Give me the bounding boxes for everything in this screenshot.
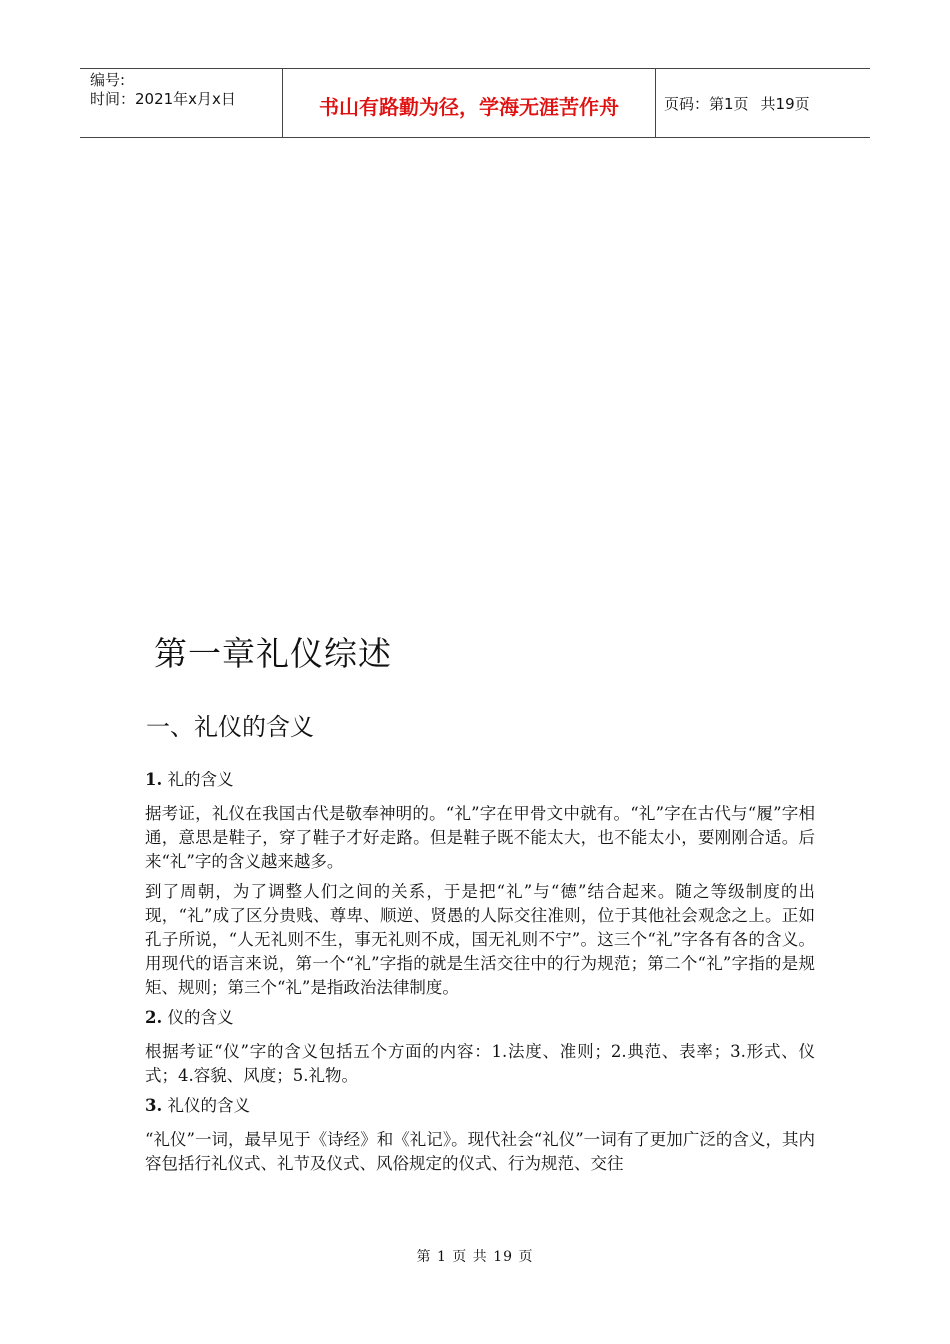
section-heading: 一、礼仪的含义 xyxy=(146,713,314,741)
document-header xyxy=(80,68,870,138)
subsection-title: 礼仪的含义 xyxy=(162,1096,250,1115)
subsection-heading xyxy=(145,1094,815,1118)
header-meta xyxy=(80,69,282,137)
serial-label: 编号: xyxy=(90,71,126,89)
subsection-title: 仪的含义 xyxy=(162,1008,234,1027)
page-footer: 第 1 页 共 19 页 xyxy=(416,1249,534,1265)
paragraph: 到了周朝，为了调整人们之间的关系，于是把“礼”与“德”结合起来。随之等级制度的出现，“礼”成了区分贵贱、尊卑、顺逆、贤愚的人际交往准则，位于其他社会观念之上。正如孔子所说，“人无礼则不生，事无礼则不成，国无礼则不宁”。这三个“礼”字各有各的含义。用现代的语言来说，第一个“礼”字指的就是生活交往中的行为规范；第二个“礼”字指的是规矩、规则；第三个“礼”是指政治法律制度。 xyxy=(145,882,815,997)
chapter-title: 第一章礼仪综述 xyxy=(154,634,392,673)
page-label: 页码：第1页 xyxy=(664,94,749,113)
subsection-heading xyxy=(145,768,815,792)
header-motto: 书山有路勤为径，学海无涯苦作舟 xyxy=(282,69,656,137)
subsection-number: 2. xyxy=(145,1008,163,1027)
header-page-info xyxy=(656,69,870,137)
total-pages-label: 共19页 xyxy=(760,94,810,113)
paragraph: 据考证，礼仪在我国古代是敬奉神明的。“礼”字在甲骨文中就有。“礼”字在古代与“履”字相通，意思是鞋子，穿了鞋子才好走路。但是鞋子既不能太大，也不能太小，要刚刚合适。后来“礼”字的含义越来越多。 xyxy=(145,804,815,871)
subsection-liyi xyxy=(145,1094,815,1176)
document-body xyxy=(145,768,815,1182)
subsection-title: 礼的含义 xyxy=(162,770,234,789)
subsection-heading xyxy=(145,1006,815,1030)
subsection-yi xyxy=(145,1006,815,1088)
paragraph: “礼仪”一词，最早见于《诗经》和《礼记》。现代社会“礼仪”一词有了更加广泛的含义，其内容包括行礼仪式、礼节及仪式、风俗规定的仪式、行为规范、交往 xyxy=(145,1130,815,1173)
time-label: 时间：2021年x月x日 xyxy=(90,90,236,108)
subsection-li xyxy=(145,768,815,1000)
subsection-number: 3. xyxy=(145,1096,163,1115)
paragraph: 根据考证“仪”字的含义包括五个方面的内容：1.法度、准则；2.典范、表率；3.形式、仪式；4.容貌、风度；5.礼物。 xyxy=(145,1042,815,1085)
subsection-number: 1. xyxy=(145,770,163,789)
